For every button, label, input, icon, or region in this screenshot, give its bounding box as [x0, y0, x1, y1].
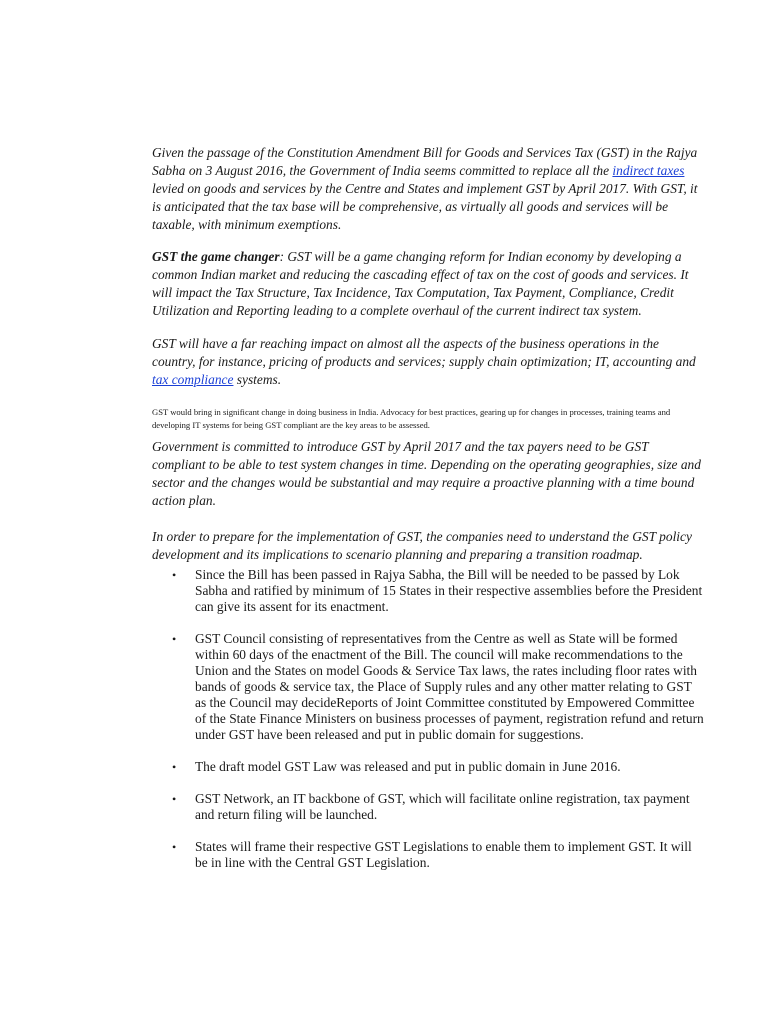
bullet-icon: • [172, 840, 177, 854]
paragraph-game-changer [152, 248, 704, 320]
paragraph-text: Given the passage of the Constitution Amendment Bill for Goods and Services Tax (GST) in the Rajya Sabha on 3 August 2016, the Government of India seems committed to replace all the [152, 145, 698, 178]
paragraph-text: systems. [233, 372, 282, 387]
list-item [152, 839, 704, 871]
paragraph-text: levied on goods and services by the Centre and States and implement GST by April 2017. With GST, it is anticipated that the tax base will be comprehensive, as virtually all goods and services will be taxable, with minimum exemptions. [152, 181, 698, 232]
list-item [152, 791, 704, 823]
bullet-icon: • [172, 632, 177, 646]
list-item-text: Since the Bill has been passed in Rajya Sabha, the Bill will be needed to be passed by Lok Sabha and ratified by minimum of 15 States in their respective assemblies before the President can give its assent for its enactment. [195, 567, 703, 614]
paragraph-business-impact [152, 335, 704, 389]
paragraph-text: : GST will be a game changing reform for Indian economy by developing a common Indian market and reducing the cascading effect of tax on the cost of goods and services. It will impact the Tax Structure, Tax Incidence, Tax Computation, Tax Payment, Compliance, Credit Utilization and Reporting leading to a complete overhaul of the current indirect tax system. [152, 249, 689, 318]
bullet-icon: • [172, 760, 177, 774]
list-item-text: GST Council consisting of representatives from the Centre as well as State will be formed within 60 days of the enactment of the Bill. The council will make recommendations to the Union and the States on model Goods & Service Tax laws, the rates including floor rates with bands of goods & service tax, the Place of Supply rules and any other matter relating to GST as the Council may decideReports of Joint Committee constituted by Empowered Committee of the State Finance Ministers on business processes of payment, registration refund and return under GST have been released and put in public domain for suggestions. [195, 631, 704, 742]
paragraph-gst-passage [152, 144, 704, 234]
paragraph-change-note: GST would bring in significant change in doing business in India. Advocacy for best practices, gearing up for changes in processes, training teams and developing IT systems for being GST compliant are the key areas to be assessed. [152, 407, 671, 430]
list-item-text: GST Network, an IT backbone of GST, which will facilitate online registration, tax payment and return filing will be launched. [195, 791, 690, 822]
paragraph-text: GST will have a far reaching impact on almost all the aspects of the business operations in the country, for instance, pricing of products and services; supply chain optimization; IT, accounting and [152, 336, 696, 369]
paragraph-lead: GST the game changer [152, 249, 280, 264]
list-item [152, 631, 704, 743]
list-item [152, 567, 704, 615]
document-body [152, 144, 704, 887]
list-item [152, 759, 704, 775]
paragraph-preparation: In order to prepare for the implementation of GST, the companies need to understand the GST policy development and its implications to scenario planning and preparing a transition roadmap. [152, 529, 692, 562]
bullet-icon: • [172, 568, 177, 582]
paragraph-government-commitment: Government is committed to introduce GST by April 2017 and the tax payers need to be GST compliant to be able to test system changes in time. Depending on the operating geographies, size and sector and the changes would be substantial and may require a proactive planning with a time bound action plan. [152, 439, 701, 508]
bullet-list [152, 567, 704, 871]
indirect-taxes-link[interactable]: indirect taxes [612, 163, 685, 178]
bullet-icon: • [172, 792, 177, 806]
tax-compliance-link[interactable]: tax compliance [152, 372, 234, 387]
list-item-text: The draft model GST Law was released and put in public domain in June 2016. [195, 759, 621, 774]
list-item-text: States will frame their respective GST Legislations to enable them to implement GST. It will be in line with the Central GST Legislation. [195, 839, 692, 870]
